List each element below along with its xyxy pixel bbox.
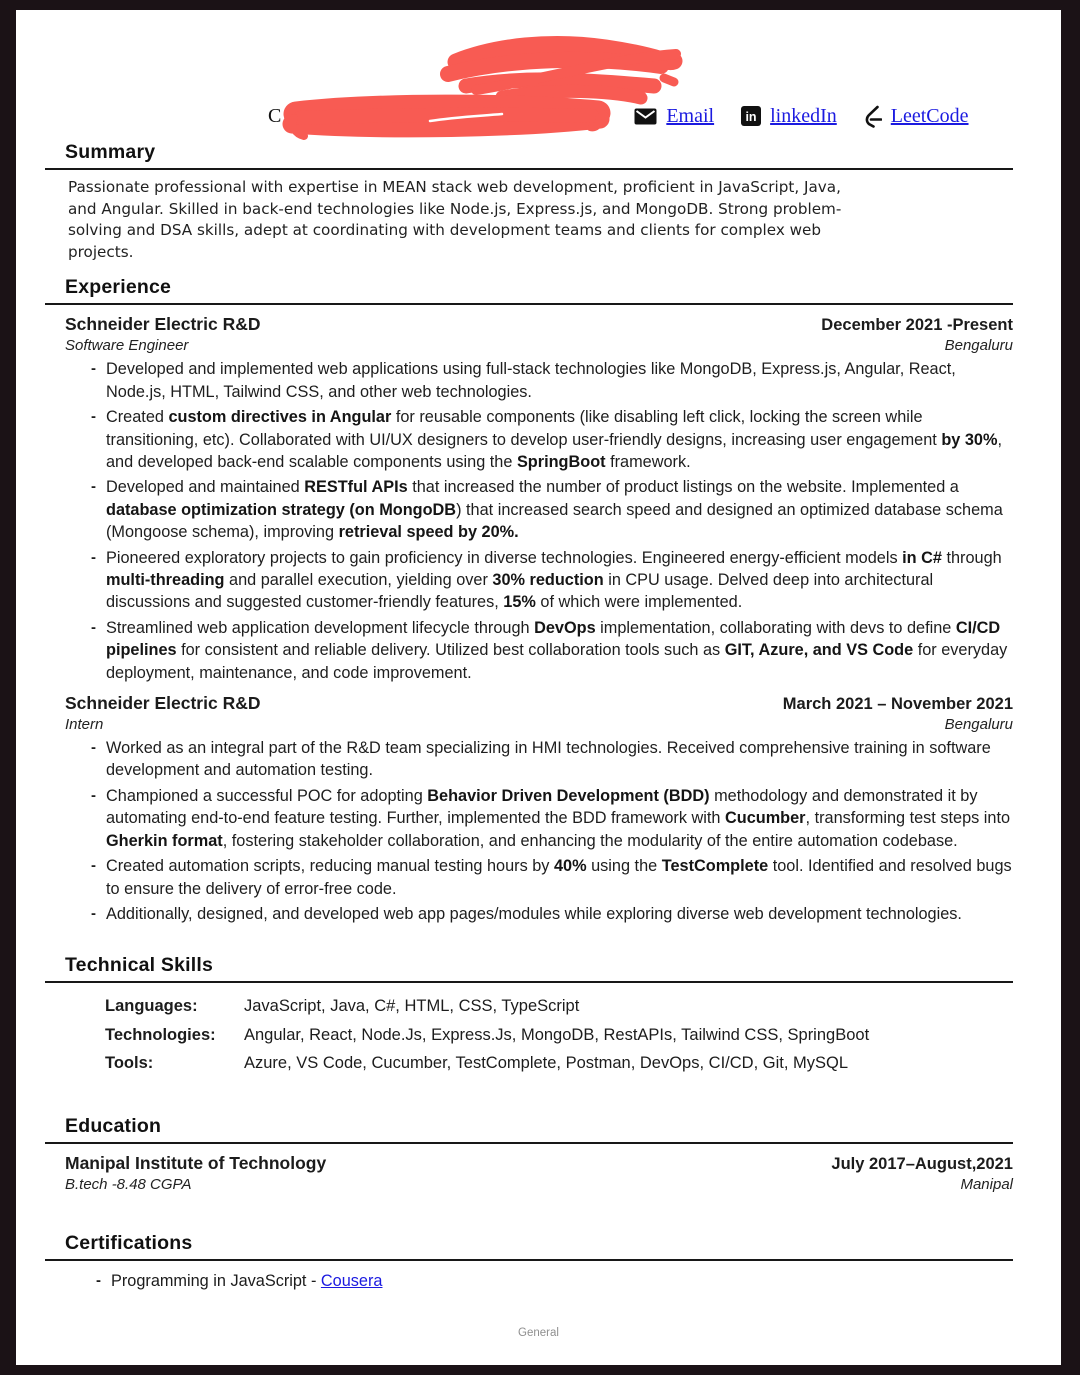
education-dates: July 2017–August,2021 bbox=[831, 1154, 1013, 1173]
certification-item bbox=[65, 1270, 1013, 1292]
contact-row bbox=[268, 96, 969, 136]
job-role: Software Engineer bbox=[65, 337, 189, 355]
section-certifications bbox=[65, 1232, 1013, 1292]
skills-title: Technical Skills bbox=[45, 954, 1013, 983]
job-bullet: - Streamlined web application development lifecycle through DevOps implementation, collaborating with devs to define CI/CD pipelines for consistent and reliable delivery. Utilized best collaboration tools such as GIT, Azure, and VS Code for everyday deployment, maintenance, and code improvement. bbox=[65, 617, 1013, 684]
job-bullet-list bbox=[65, 737, 1013, 925]
job-bullet: - Created custom directives in Angular for reusable components (like disabling left click, locking the screen while transitioning, etc). Collaborated with UI/UX designers to develop user-friendly designs, increasing user engagement by 30%, and developed back-end scalable components using the SpringBoot framework. bbox=[65, 406, 1013, 473]
linkedin-link[interactable] bbox=[741, 105, 837, 128]
leetcode-icon bbox=[864, 105, 882, 128]
skill-value: JavaScript, Java, C#, HTML, CSS, TypeScript bbox=[244, 997, 580, 1016]
linkedin-link-label: linkedIn bbox=[770, 104, 837, 127]
job-dates: December 2021 -Present bbox=[821, 316, 1013, 335]
skill-label: Tools: bbox=[105, 1054, 154, 1073]
resume-header bbox=[16, 10, 1061, 141]
skills-table bbox=[65, 992, 1013, 1078]
resume-page bbox=[16, 10, 1061, 1365]
job-location: Bengaluru bbox=[944, 716, 1013, 734]
experience-job bbox=[65, 314, 1013, 684]
section-technical-skills bbox=[65, 954, 1013, 1078]
certifications-title: Certifications bbox=[45, 1232, 1013, 1261]
contact-right-fragment: 5 bbox=[597, 104, 608, 127]
job-bullet: - Championed a successful POC for adopting Behavior Driven Development (BDD) methodology and demonstrated it by automating end-to-end feature testing. Further, implemented the BDD framework with Cucumber, transforming test steps into Gherkin format, fostering stakeholder collaboration, and enhancing the modularity of the entire automation codebase. bbox=[65, 785, 1013, 852]
email-icon bbox=[634, 108, 657, 125]
education-school: Manipal Institute of Technology bbox=[65, 1152, 327, 1173]
summary-title: Summary bbox=[45, 141, 1013, 170]
job-dates: March 2021 – November 2021 bbox=[782, 695, 1013, 714]
summary-text: Passionate professional with expertise in MEAN stack web development, proficient in JavaScript, Java, and Angular. Skilled in back-end technologies like Node.js, Express.js, and MongoDB. Strong problem-solving and DSA skills, adept at coordinating with development teams and clients for complex web projects. bbox=[68, 178, 842, 261]
job-location: Bengaluru bbox=[944, 337, 1013, 355]
job-role: Intern bbox=[65, 716, 104, 734]
education-degree: B.tech -8.48 CGPA bbox=[65, 1175, 192, 1193]
svg-text:in: in bbox=[745, 110, 757, 124]
resume-content bbox=[16, 141, 1061, 1292]
job-bullet: - Pioneered exploratory projects to gain proficiency in diverse technologies. Engineered energy-efficient models in C# through multi-threading and parallel execution, yielding over 30% reduction in CPU usage. Delved deep into architectural discussions and suggested customer-friendly features, 15% of which were implemented. bbox=[65, 547, 1013, 614]
education-title: Education bbox=[45, 1115, 1013, 1144]
skill-value: Azure, VS Code, Cucumber, TestComplete, Postman, DevOps, CI/CD, Git, MySQL bbox=[244, 1054, 848, 1073]
skill-row bbox=[65, 1021, 1013, 1050]
job-bullet: - Additionally, designed, and developed web app pages/modules while exploring diverse web development technologies. bbox=[65, 903, 1013, 925]
email-link[interactable] bbox=[634, 105, 714, 128]
email-link-label: Email bbox=[666, 104, 715, 127]
job-company: Schneider Electric R&D bbox=[65, 693, 261, 714]
section-education bbox=[65, 1115, 1013, 1193]
job-bullet-list bbox=[65, 358, 1013, 684]
job-bullet: - Developed and maintained RESTful APIs that increased the number of product listings on the website. Implemented a database optimization strategy (on MongoDB) that increased search speed and designed an optimized database schema (Mongoose schema), improving retrieval speed by 20%. bbox=[65, 476, 1013, 543]
job-bullet: - Developed and implemented web applications using full-stack technologies like MongoDB, Express.js, Angular, React, Node.js, HTML, Tailwind CSS, and other web technologies. bbox=[65, 358, 1013, 403]
section-experience bbox=[65, 276, 1013, 925]
certification-text: Programming in JavaScript - bbox=[111, 1271, 321, 1290]
job-company: Schneider Electric R&D bbox=[65, 314, 261, 335]
skill-row bbox=[65, 1049, 1013, 1078]
skill-label: Languages: bbox=[105, 997, 198, 1016]
leetcode-link-label: LeetCode bbox=[890, 104, 969, 127]
skill-value: Angular, React, Node.Js, Express.Js, MongoDB, RestAPIs, Tailwind CSS, SpringBoot bbox=[244, 1025, 870, 1044]
section-summary bbox=[65, 141, 1013, 263]
footer-classification-label: General bbox=[518, 1327, 559, 1339]
skill-row bbox=[65, 992, 1013, 1021]
contact-left-fragment: C bbox=[268, 104, 282, 127]
linkedin-icon bbox=[741, 106, 761, 126]
job-bullet: - Worked as an integral part of the R&D team specializing in HMI technologies. Received comprehensive training in software development and automation testing. bbox=[65, 737, 1013, 782]
education-location: Manipal bbox=[960, 1175, 1013, 1193]
skill-label: Technologies: bbox=[105, 1025, 216, 1044]
experience-title: Experience bbox=[45, 276, 1013, 305]
job-bullet: - Created automation scripts, reducing manual testing hours by 40% using the TestComplete tool. Identified and resolved bugs to ensure the delivery of error-free code. bbox=[65, 855, 1013, 900]
experience-job bbox=[65, 693, 1013, 925]
contact-redaction-scribble bbox=[280, 92, 614, 142]
leetcode-link[interactable] bbox=[864, 105, 969, 128]
certification-coursera-link[interactable]: Cousera bbox=[320, 1271, 383, 1290]
